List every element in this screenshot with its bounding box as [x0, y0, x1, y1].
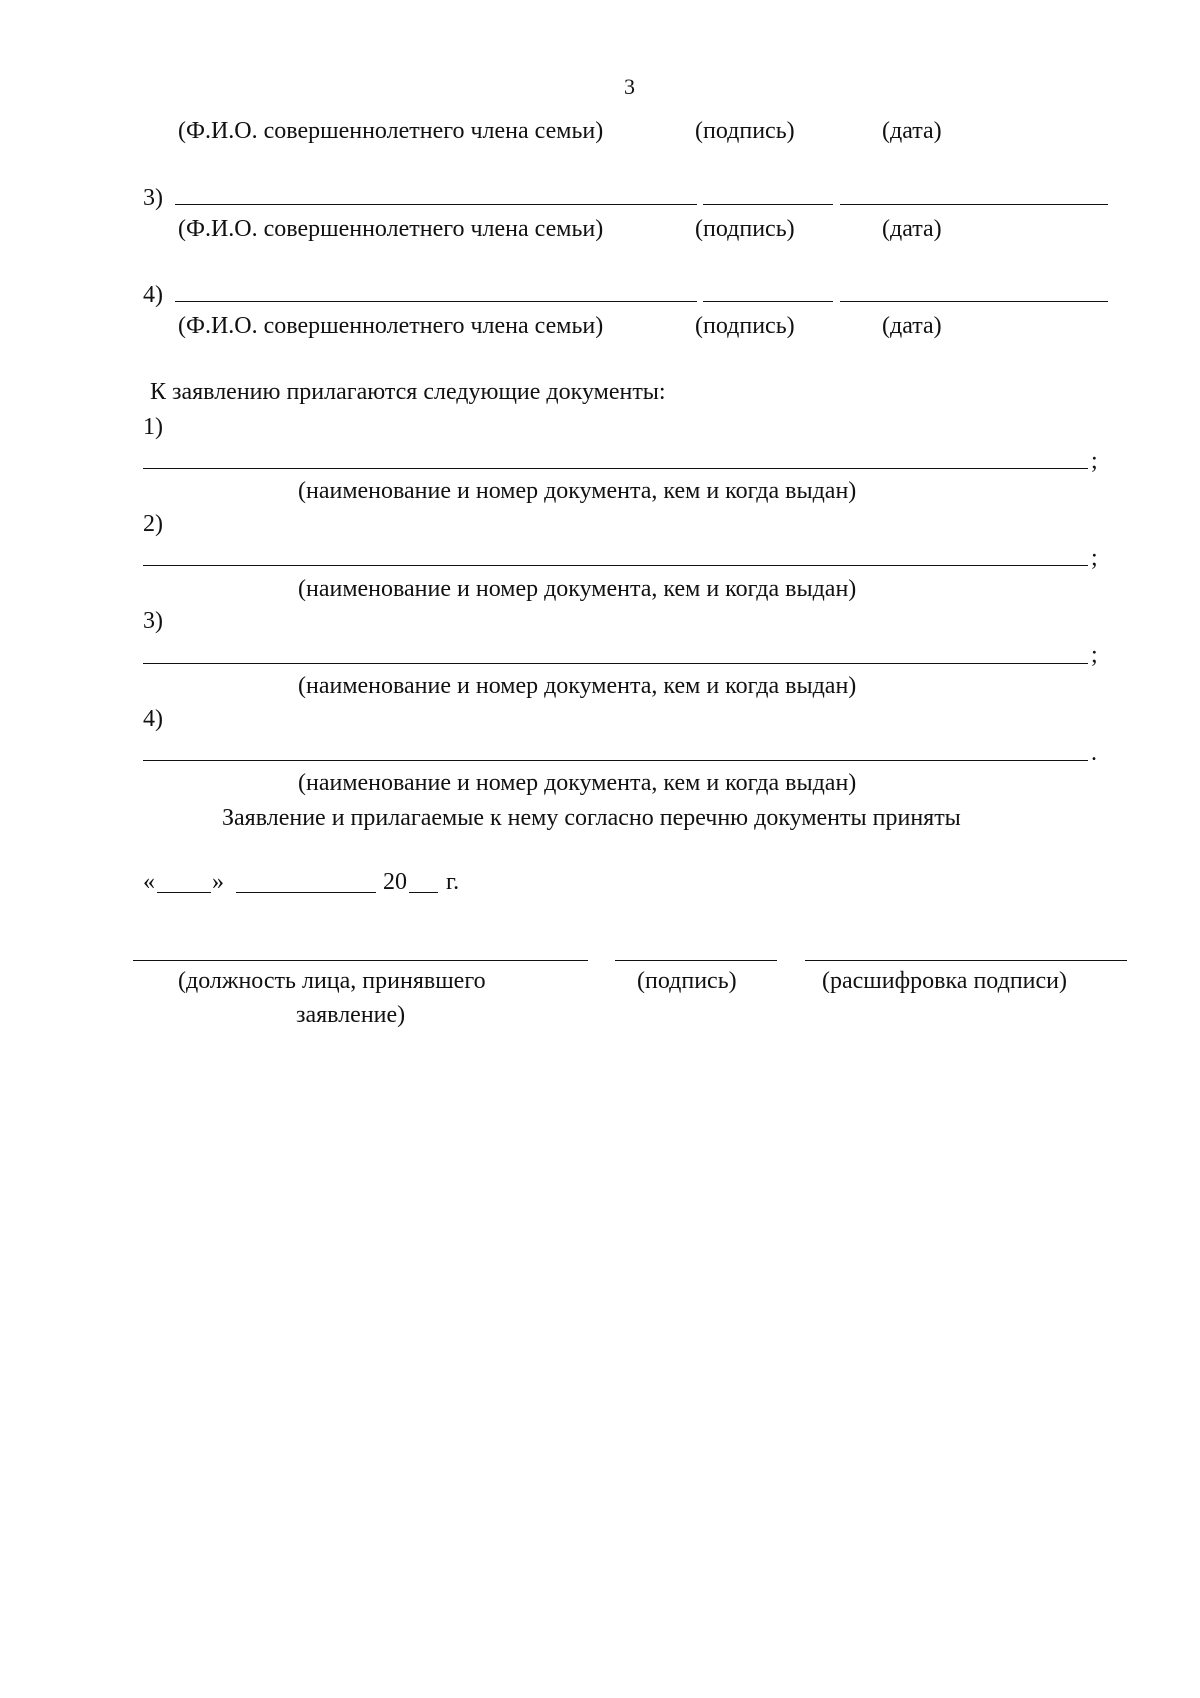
signature-caption: (подпись) — [637, 968, 737, 994]
date-year-prefix: 20 — [383, 869, 407, 895]
position-caption-line2: заявление) — [296, 1002, 406, 1028]
attachment-field-3[interactable] — [143, 663, 1088, 664]
family-member-name-field-4[interactable] — [175, 301, 697, 302]
attachment-field-1[interactable] — [143, 468, 1088, 469]
family-member-number-4: 4) — [143, 282, 163, 308]
family-member-name-caption-3: (Ф.И.О. совершеннолетнего члена семьи) — [178, 216, 604, 242]
family-member-date-field-3[interactable] — [840, 204, 1108, 205]
signature-decoding-caption: (расшифровка подписи) — [822, 968, 1067, 994]
attachments-heading: К заявлению прилагаются следующие документы: — [150, 379, 666, 405]
family-member-signature-field-4[interactable] — [703, 301, 833, 302]
family-member-signature-caption-3: (подпись) — [695, 216, 795, 242]
attachment-caption-3: (наименование и номер документа, кем и когда выдан) — [298, 673, 857, 699]
family-member-number-3: 3) — [143, 185, 163, 211]
family-member-date-caption-4: (дата) — [882, 313, 942, 339]
attachment-caption-2: (наименование и номер документа, кем и когда выдан) — [298, 576, 857, 602]
date-day-field[interactable] — [157, 892, 211, 893]
family-member-name-caption: (Ф.И.О. совершеннолетнего члена семьи) — [178, 118, 604, 144]
attachment-number-3: 3) — [143, 608, 163, 634]
attachment-end-mark-4: . — [1091, 740, 1097, 766]
family-member-signature-caption: (подпись) — [695, 118, 795, 144]
family-member-date-field-4[interactable] — [840, 301, 1108, 302]
attachment-number-4: 4) — [143, 706, 163, 732]
attachment-caption-1: (наименование и номер документа, кем и когда выдан) — [298, 478, 857, 504]
accepting-officer-position-field[interactable] — [133, 960, 588, 961]
family-member-name-caption-4: (Ф.И.О. совершеннолетнего члена семьи) — [178, 313, 604, 339]
page-number: 3 — [624, 74, 635, 99]
attachment-field-4[interactable] — [143, 760, 1088, 761]
attachment-caption-4: (наименование и номер документа, кем и когда выдан) — [298, 770, 857, 796]
attachment-end-mark-3: ; — [1091, 642, 1098, 668]
acceptance-statement: Заявление и прилагаемые к нему согласно перечню документы приняты — [222, 805, 961, 831]
family-member-signature-caption-4: (подпись) — [695, 313, 795, 339]
family-member-date-caption: (дата) — [882, 118, 942, 144]
accepting-officer-decoding-field[interactable] — [805, 960, 1127, 961]
attachment-field-2[interactable] — [143, 565, 1088, 566]
attachment-end-mark-1: ; — [1091, 448, 1098, 474]
accepting-officer-signature-field[interactable] — [615, 960, 777, 961]
date-month-field[interactable] — [236, 892, 376, 893]
family-member-name-field-3[interactable] — [175, 204, 697, 205]
date-year-field[interactable] — [409, 892, 438, 893]
date-open-quote: « — [143, 869, 155, 895]
family-member-date-caption-3: (дата) — [882, 216, 942, 242]
date-year-suffix: г. — [446, 869, 460, 895]
date-close-quote: » — [212, 869, 224, 895]
attachment-number-2: 2) — [143, 511, 163, 537]
attachment-number-1: 1) — [143, 414, 163, 440]
attachment-end-mark-2: ; — [1091, 545, 1098, 571]
family-member-signature-field-3[interactable] — [703, 204, 833, 205]
position-caption-line1: (должность лица, принявшего — [178, 968, 486, 994]
